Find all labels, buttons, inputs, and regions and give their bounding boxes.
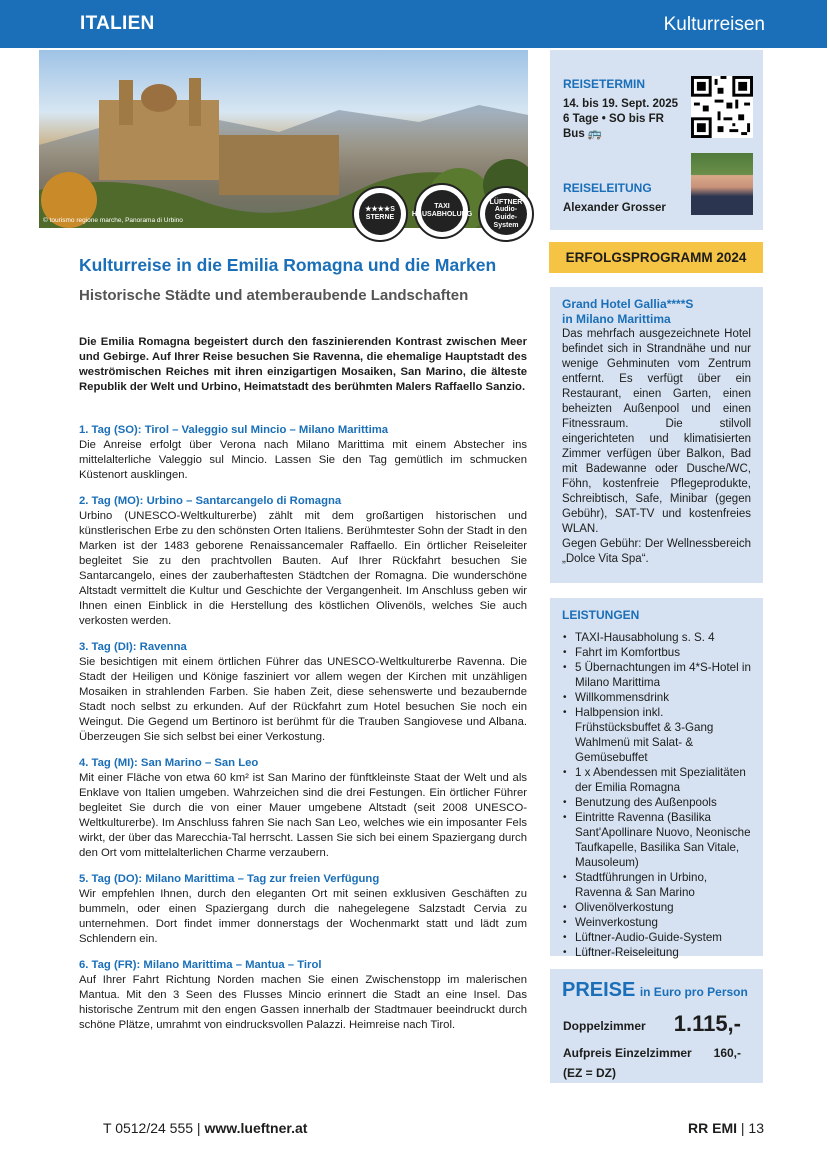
category-label: Kulturreisen bbox=[663, 14, 765, 35]
day-1 bbox=[79, 423, 527, 483]
reiseleitung-name: Alexander Grosser bbox=[563, 202, 666, 214]
reisetermin-transport: Bus 🚌 bbox=[563, 128, 603, 140]
house-icon: TAXI HAUSABHOLUNG bbox=[421, 190, 463, 232]
day-heading: 5. Tag (DO): Milano Marittima – Tag zur freien Verfügung bbox=[79, 873, 380, 885]
doppelzimmer-price: 1.115,- bbox=[673, 1011, 741, 1036]
audio-guide-badge bbox=[478, 186, 534, 242]
page-subtitle: Historische Städte und atemberaubende Landschaften bbox=[79, 287, 469, 304]
preise-subtitle: in Euro pro Person bbox=[639, 985, 748, 999]
list-item: • Eintritte Ravenna (Basilika Sant'Apollinare Nuovo, Neonische Taufkapelle, Basilika San Vitale, Mausoleum) bbox=[575, 810, 751, 870]
guide-portrait bbox=[691, 153, 753, 215]
page-number: 13 bbox=[748, 1120, 764, 1136]
leistungen-box bbox=[550, 598, 763, 959]
list-item: • 1 x Abendessen mit Spezialitäten der Emilia Romagna bbox=[575, 765, 751, 795]
reisetermin-date: 14. bis 19. Sept. 2025 bbox=[563, 98, 679, 110]
leistungen-list bbox=[562, 630, 751, 960]
day-4 bbox=[79, 756, 527, 861]
list-item: • TAXI-Hausabholung s. S. 4 bbox=[575, 630, 751, 645]
leistungen-label: LEISTUNGEN bbox=[562, 608, 640, 622]
program-banner: ERFOLGSPROGRAMM 2024 bbox=[549, 242, 763, 273]
footer-contact: T 0512/24 555 | www.lueftner.at bbox=[103, 1120, 308, 1136]
qr-code[interactable] bbox=[691, 76, 753, 138]
page-title: Kulturreise in die Emilia Romagna und die Marken bbox=[79, 255, 497, 275]
reisetermin-box bbox=[550, 50, 763, 230]
list-item: • Willkommensdrink bbox=[575, 690, 751, 705]
doppelzimmer-label: Doppelzimmer bbox=[563, 1019, 646, 1033]
list-item: • Olivenölverkostung bbox=[575, 900, 751, 915]
sterne-badge bbox=[352, 186, 408, 242]
preise-box bbox=[550, 969, 763, 1083]
ez-note: (EZ = DZ) bbox=[563, 1066, 616, 1080]
day-5 bbox=[79, 872, 527, 947]
reisetermin-details bbox=[563, 97, 678, 142]
day-heading: 1. Tag (SO): Tirol – Valeggio sul Mincio – Milano Marittima bbox=[79, 424, 389, 436]
preise-heading bbox=[562, 979, 751, 1002]
hotel-location: in Milano Marittima bbox=[562, 312, 671, 326]
list-item: • Fahrt im Komfortbus bbox=[575, 645, 751, 660]
list-item: • Lüftner-Audio-Guide-System bbox=[575, 930, 751, 945]
header-bar bbox=[0, 0, 827, 48]
website-link[interactable]: www.lueftner.at bbox=[204, 1120, 308, 1136]
trip-code: RR EMI bbox=[688, 1120, 737, 1136]
list-item: • Stadtführungen in Urbino, Ravenna & San Marino bbox=[575, 870, 751, 900]
photo-credit: © tourismo regione marche, Panorama di Urbino bbox=[43, 217, 183, 224]
itinerary bbox=[79, 423, 527, 1044]
reisetermin-label: REISETERMIN bbox=[563, 77, 646, 91]
day-text: Auf Ihrer Fahrt Richtung Norden machen Sie einen Zwischenstopp im malerischen Mantua. Mit den 3 Seen des Flusses Mincio erinnert die Stadt an eine Insel. Das historische Zentrum mit den engen Gassen innerhalb der Stadtmauer beeindruckt durch schöne Plätze, umrahmt von eindrucksvollen Palazzi. Heimreise nach Tirol. bbox=[79, 974, 527, 1031]
headphones-icon: LÜFTNER Audio-Guide-System bbox=[485, 193, 527, 235]
reiseleitung-label: REISELEITUNG bbox=[563, 181, 652, 195]
day-6 bbox=[79, 958, 527, 1033]
day-text: Sie besichtigen mit einem örtlichen Führer das UNESCO-Weltkulturerbe Ravenna. Die Stadt der Heiligen und Könige fasziniert vor allem wegen der Kirchen mit unzähligen Mosaiken in strahlenden Farben. Sie haben Zeit, diese sehenswerte und bezaubernde Stadt noch selbst zu erkunden. Auf der Rückfahrt zum Hotel besuchen Sie noch ein Weingut. Die Gegend um Bertinoro ist berühmt für die Trauben Sangiovese und Albana. Überzeugen Sie sich selbst bei einer Verkostung. bbox=[79, 656, 527, 743]
price-row-ez bbox=[563, 1046, 751, 1060]
list-item: • Lüftner-Reiseleitung bbox=[575, 945, 751, 960]
day-heading: 3. Tag (DI): Ravenna bbox=[79, 641, 187, 653]
preise-label: PREISE bbox=[562, 979, 636, 1001]
day-text: Die Anreise erfolgt über Verona nach Milano Marittima mit einem Abstecher ins mittelalterliche Valeggio sul Mincio. Lassen Sie den Tag gemütlich im schmucken Küstenort ausklingen. bbox=[79, 439, 527, 481]
list-item: • Benutzung des Außenpools bbox=[575, 795, 751, 810]
day-3 bbox=[79, 640, 527, 745]
list-item: • Weinverkostung bbox=[575, 915, 751, 930]
day-text: Urbino (UNESCO-Weltkulturerbe) zählt mit dem großartigen historischen und künstlerischen Erbe zu den schönsten Orten Italiens. Berühmtester Sohn der Stadt in den Marken ist der 1483 geborene Renaissancemaler Raffaello. Ein örtlicher Reiseleiter begleitet Sie zu den prachtvollen Bauten. Auf Ihrer Rückfahrt besuchen Sie Santarcangelo, eines der zauberhaftesten Städtchen der Romagna. Die wunderschöne Altstadt vermittelt die Kultur und Geschichte der Vergangenheit. Im Anschluss geben wir Ihnen einen Einblick in die Herstellung des köstlichen Olivenöls, welches Sie auch verkosten werden. bbox=[79, 510, 527, 627]
country-label: ITALIEN bbox=[80, 13, 155, 34]
hotel-box bbox=[550, 287, 763, 583]
footer-page: RR EMI | 13 bbox=[688, 1120, 764, 1136]
day-heading: 2. Tag (MO): Urbino – Santarcangelo di Romagna bbox=[79, 495, 342, 507]
day-heading: 6. Tag (FR): Milano Marittima – Mantua – Tirol bbox=[79, 959, 322, 971]
list-item: • Halbpension inkl. Frühstücksbuffet & 3-Gang Wahlmenü mit Salat- & Gemüsebuffet bbox=[575, 705, 751, 765]
list-item: • 5 Übernachtungen im 4*S-Hotel in Milano Marittima bbox=[575, 660, 751, 690]
day-2 bbox=[79, 494, 527, 629]
hotel-name: Grand Hotel Gallia****S bbox=[562, 297, 694, 311]
ez-label: Aufpreis Einzelzimmer bbox=[563, 1046, 692, 1060]
day-text: Wir empfehlen Ihnen, durch den eleganten Ort mit seinen exklusiven Geschäften zu bummeln, oder einen Spaziergang durch die nahegelegene Salzstadt Cervia zu unternehmen. Dort findet immer donnerstags der Wochenmarkt statt und lädt zum Schlendern ein. bbox=[79, 888, 527, 945]
star-icon: ★★★★S STERNE bbox=[359, 193, 401, 235]
intro-text: Die Emilia Romagna begeistert durch den faszinierenden Kontrast zwischen Meer und Gebirge. Auf Ihrer Reise besuchen Sie Ravenna, die ehemalige Hauptstadt des weströmischen Reiches mit ihren einzigartigen Mosaiken, San Marino, die älteste Republik der Welt und Urbino, Heimatstadt des berühmten Malers Raffaello Sanzio. bbox=[79, 336, 527, 393]
phone-number[interactable]: T 0512/24 555 bbox=[103, 1120, 194, 1136]
ez-price: 160,- bbox=[713, 1046, 741, 1060]
hotel-description: Das mehrfach ausgezeichnete Hotel befindet sich in Strandnähe und nur wenige Gehminuten vom Zentrum entfernt. Es verfügt über ein Restaurant, einen Garten, einen beheizten Außenpool und einen Fitnessraum. Die stilvoll eingerichteten und klimatisierten Zimmer verfügen über Balkon, Bad mit Badewanne oder Dusche/WC, Föhn, kostenfreie Pflegeprodukte, Schreibtisch, Safe, Minibar (gegen Gebühr), SAT-TV und kostenfreies WLAN. bbox=[562, 328, 751, 535]
day-text: Mit einer Fläche von etwa 60 km² ist San Marino der fünftkleinste Staat der Welt und als Enklave von Italien umgeben. Wahrzeichen sind die drei Festungen. Ein örtlicher Führer begleitet Sie durch die von einer Mauer umgebene Altstadt (seit 2008 UNESCO-Weltkulturerbe). Im Anschluss fahren Sie nach San Leo, welches wie ein imposanter Fels wirkt, der über das Marecchia-Tal herrscht. Lassen Sie sich bei einem Spaziergang durch den Ort vom mittelalterlichen Charme verzaubern. bbox=[79, 772, 527, 859]
day-heading: 4. Tag (MI): San Marino – San Leo bbox=[79, 757, 259, 769]
price-row-dz bbox=[563, 1011, 751, 1036]
taxi-badge bbox=[411, 183, 473, 239]
reisetermin-duration: 6 Tage • SO bis FR bbox=[563, 113, 664, 125]
hotel-extra: Gegen Gebühr: Der Wellnessbereich „Dolce Vita Spa“. bbox=[562, 538, 751, 565]
